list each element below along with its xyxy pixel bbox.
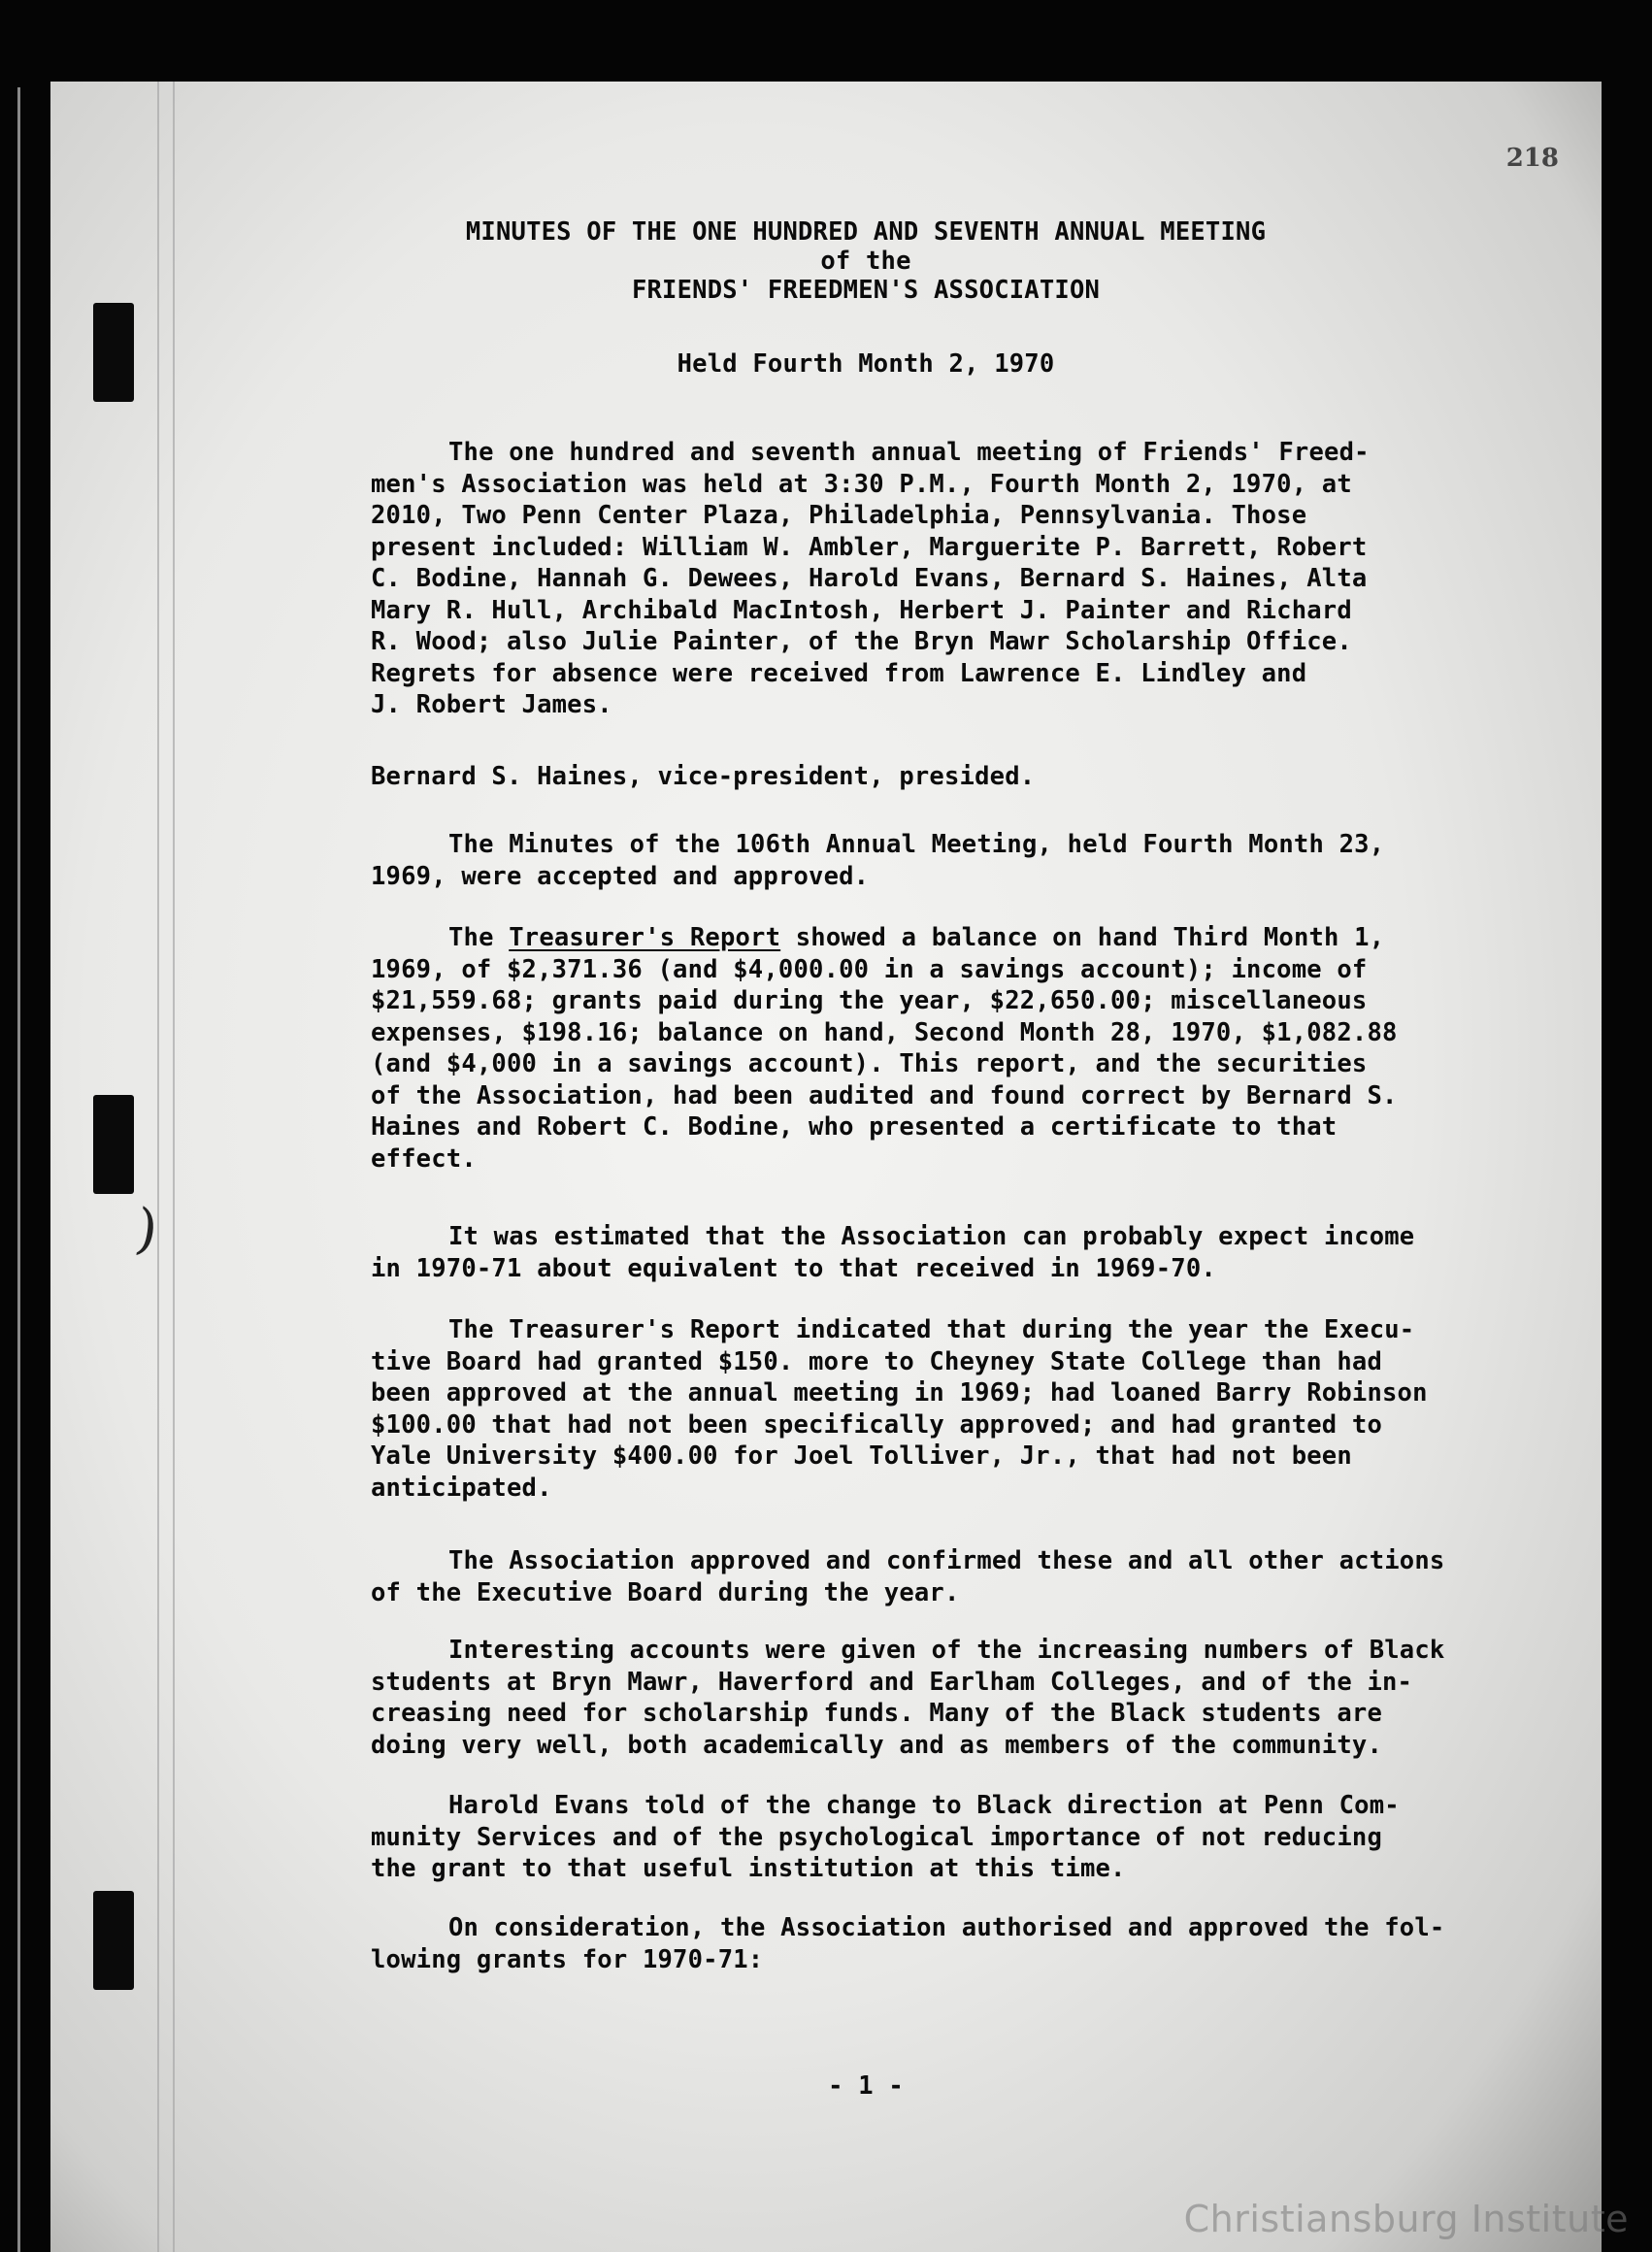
- text-line: effect.: [371, 1143, 477, 1174]
- meeting-date: Held Fourth Month 2, 1970: [677, 349, 1055, 379]
- text-line: 2010, Two Penn Center Plaza, Philadelphia, Pennsylvania. Those: [371, 501, 1307, 530]
- margin-rule: [173, 82, 175, 2252]
- paragraph-income-estimate: [371, 1221, 1536, 1284]
- text-line: C. Bodine, Hannah G. Dewees, Harold Evans, Bernard S. Haines, Alta: [371, 564, 1368, 593]
- text-line: anticipated.: [371, 1473, 552, 1503]
- text-line: of the Executive Board during the year.: [371, 1577, 960, 1607]
- text-line: (and $4,000 in a savings account). This report, and the securities: [371, 1049, 1368, 1078]
- punch-hole: [93, 1095, 134, 1194]
- punch-hole: [93, 1891, 134, 1990]
- paragraph-presided: [371, 761, 1536, 793]
- text-line: The Association approved and confirmed these and all other actions: [448, 1546, 1445, 1575]
- text-line: It was estimated that the Association can probably expect income: [448, 1222, 1415, 1251]
- paragraph-treasurers-report: [371, 922, 1536, 1175]
- corner-page-number: 218: [1505, 144, 1559, 173]
- text-fragment: The: [448, 923, 510, 952]
- text-line: munity Services and of the psychological importance of not reducing: [371, 1822, 1383, 1852]
- text-line: The one hundred and seventh annual meeting of Friends' Freed-: [448, 438, 1370, 467]
- paragraph-penn-community: [371, 1790, 1536, 1885]
- text-line: tive Board had granted $150. more to Cheyney State College than had: [371, 1346, 1383, 1376]
- text-line: the grant to that useful institution at this time.: [371, 1854, 1126, 1883]
- text-line: 1969, were accepted and approved.: [371, 861, 870, 891]
- organization-name: FRIENDS' FREEDMEN'S ASSOCIATION: [631, 276, 1101, 305]
- text-line: Yale University $400.00 for Joel Tolliver, Jr., that had not been: [371, 1441, 1352, 1471]
- text-line: $100.00 that had not been specifically approved; and had granted to: [371, 1409, 1383, 1440]
- watermark: Christiansburg Institute: [1183, 2198, 1629, 2240]
- paragraph-board-grants: [371, 1314, 1536, 1504]
- paragraph-black-students: [371, 1635, 1536, 1761]
- text-line: Bernard S. Haines, vice-president, presided.: [371, 762, 1036, 791]
- text-line: doing very well, both academically and as members of the community.: [371, 1730, 1383, 1760]
- text-line: present included: William W. Ambler, Marguerite P. Barrett, Robert: [371, 532, 1368, 562]
- paragraph-minutes-approved: [371, 829, 1536, 892]
- text-line: of the Association, had been audited and found correct by Bernard S.: [371, 1080, 1398, 1110]
- page-number: - 1 -: [828, 2071, 904, 2101]
- text-line: Interesting accounts were given of the increasing numbers of Black: [448, 1636, 1445, 1665]
- text-line: expenses, $198.16; balance on hand, Second Month 28, 1970, $1,082.88: [371, 1017, 1398, 1047]
- film-edge-line: [17, 87, 20, 2252]
- handwritten-margin-mark: ): [131, 1197, 162, 1263]
- document-page: [50, 82, 1602, 2252]
- text-line: Regrets for absence were received from Lawrence E. Lindley and: [371, 658, 1307, 688]
- text-line: Mary R. Hull, Archibald MacIntosh, Herbert J. Painter and Richard: [371, 595, 1352, 625]
- text-line: lowing grants for 1970-71:: [371, 1944, 764, 1974]
- document-title: MINUTES OF THE ONE HUNDRED AND SEVENTH ANNUAL MEETING: [465, 217, 1267, 247]
- text-line: students at Bryn Mawr, Haverford and Earlham Colleges, and of the in-: [371, 1667, 1413, 1697]
- text-line: men's Association was held at 3:30 P.M., Fourth Month 2, 1970, at: [371, 469, 1352, 499]
- margin-rule: [157, 82, 159, 2252]
- text-line: $21,559.68; grants paid during the year, $22,650.00; miscellaneous: [371, 986, 1368, 1015]
- text-line: The Treasurer's Report indicated that during the year the Execu-: [448, 1315, 1415, 1344]
- treasurers-report-underlined: Treasurer's Report: [509, 923, 781, 952]
- text-line: Haines and Robert C. Bodine, who presented a certificate to that: [371, 1112, 1338, 1142]
- paragraph-actions-approved: [371, 1545, 1536, 1608]
- text-line: J. Robert James.: [371, 690, 612, 719]
- paragraph-grants-approved: [371, 1912, 1536, 1975]
- text-line: Harold Evans told of the change to Black direction at Penn Com-: [448, 1791, 1400, 1820]
- text-line: creasing need for scholarship funds. Many of the Black students are: [371, 1699, 1383, 1728]
- punch-hole: [93, 303, 134, 402]
- document-title-of-the: of the: [820, 247, 911, 276]
- text-line: in 1970-71 about equivalent to that received in 1969-70.: [371, 1253, 1216, 1283]
- text-line: 1969, of $2,371.36 (and $4,000.00 in a savings account); income of: [371, 954, 1368, 984]
- text-line: R. Wood; also Julie Painter, of the Bryn Mawr Scholarship Office.: [371, 627, 1352, 656]
- text-line: On consideration, the Association authorised and approved the fol-: [448, 1913, 1445, 1942]
- text-fragment: showed a balance on hand Third Month 1,: [780, 923, 1385, 952]
- text-line: [371, 922, 1536, 954]
- text-line: The Minutes of the 106th Annual Meeting, held Fourth Month 23,: [448, 830, 1385, 859]
- text-line: been approved at the annual meeting in 1969; had loaned Barry Robinson: [371, 1378, 1428, 1408]
- paragraph-attendance: [371, 437, 1536, 721]
